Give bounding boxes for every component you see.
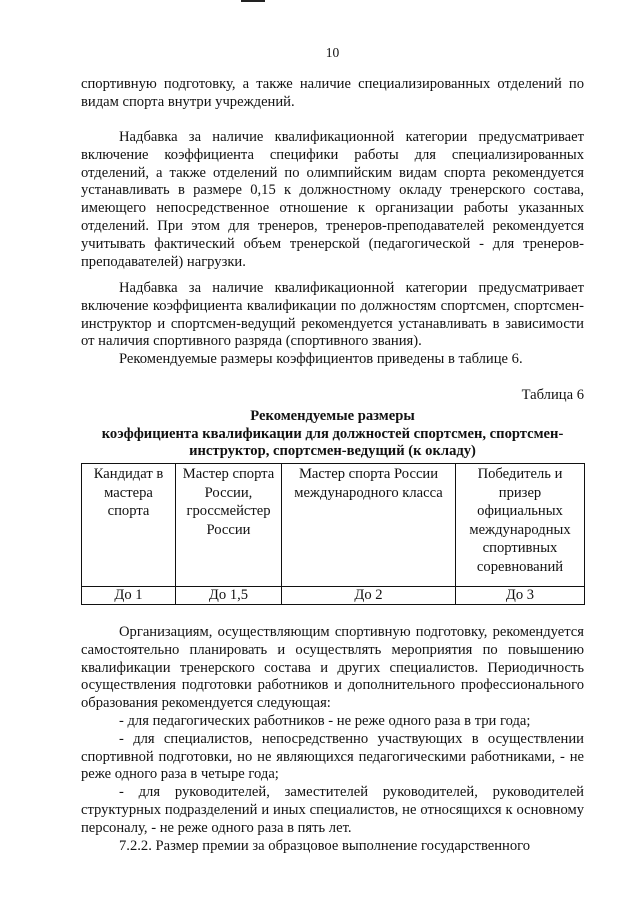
list-item: - для руководителей, заместителей руководителей, руководителей структурных подразделений и иных специалистов, не относящихся к основному персоналу, - не реже одного раза в пять лет. bbox=[81, 784, 584, 836]
scan-mark bbox=[241, 0, 265, 2]
specifics-block bbox=[81, 129, 584, 271]
table-label: Таблица 6 bbox=[521, 387, 584, 403]
list-item: - для специалистов, непосредственно участвующих в осуществлении спортивной подготовки, но не являющихся педагогическими работниками, - не реже одного раза в четыре года; bbox=[81, 730, 584, 783]
table-header-row bbox=[82, 464, 585, 587]
paragraph-training: Организациям, осуществляющим спортивную подготовку, рекомендуется самостоятельно планировать и осуществлять мероприятия по повышению квалификации тренерского состава и других специалистов. Периодичность осуществления подготовки работников и дополнительного профессионального образования рекомендуется следующая: bbox=[81, 624, 584, 712]
table-title-line: инструктор, спортсмен-ведущий (к окладу) bbox=[189, 443, 476, 459]
table-label-block bbox=[81, 387, 584, 405]
intro-paragraph: спортивную подготовку, а также наличие специализированных отделений по видам спорта внутри учреждений. bbox=[81, 76, 584, 110]
page-number: 10 bbox=[325, 45, 340, 60]
document-page bbox=[81, 0, 584, 905]
table-header-cell: Мастер спорта России международного класса bbox=[282, 464, 456, 587]
qualification-block bbox=[81, 280, 584, 369]
paragraph-table-ref: Рекомендуемые размеры коэффициентов приведены в таблице 6. bbox=[119, 351, 523, 368]
table-title-line: коэффициента квалификации для должностей спортсмен, спортсмен- bbox=[101, 425, 564, 442]
table-header-cell: Победитель и призер официальных международных спортивных соревнований bbox=[456, 464, 585, 587]
paragraph-qualification: Надбавка за наличие квалификационной категории предусматривает включение коэффициента квалификации по должностям спортсмен, спортсмен-инструктор и спортсмен-ведущий рекомендуется устанавливать в зависимости от наличия спортивного разряда (спортивного звания). bbox=[81, 280, 584, 350]
intro-block bbox=[81, 76, 584, 112]
paragraph-bonus: 7.2.2. Размер премии за образцовое выполнение государственного bbox=[119, 837, 531, 854]
table-header-cell: Кандидат в мастера спорта bbox=[82, 464, 176, 587]
list-item: - для педагогических работников - не реже одного раза в три года; bbox=[119, 712, 531, 729]
table-title bbox=[81, 408, 584, 461]
coefficient-table bbox=[81, 463, 585, 605]
table-cell: До 2 bbox=[282, 587, 456, 605]
table-cell: До 1 bbox=[82, 587, 176, 605]
training-block bbox=[81, 624, 584, 855]
table-row bbox=[82, 587, 585, 605]
paragraph-specifics: Надбавка за наличие квалификационной категории предусматривает включение коэффициента специфики работы для специализированных отделений, а также отделений по олимпийским видам спорта рекомендуется устанавливать в размере 0,15 к должностному окладу тренерского состава, имеющего непосредственное отношение к организации работы указанных отделений. При этом для тренеров, тренеров-преподавателей рекомендуется учитывать фактический объем тренерской (педагогической - для тренеров-преподавателей) нагрузки. bbox=[81, 129, 584, 270]
table-cell: До 3 bbox=[456, 587, 585, 605]
table-title-line: Рекомендуемые размеры bbox=[250, 408, 415, 424]
table-header-cell: Мастер спорта России, гроссмейстер России bbox=[176, 464, 282, 587]
table-cell: До 1,5 bbox=[176, 587, 282, 605]
